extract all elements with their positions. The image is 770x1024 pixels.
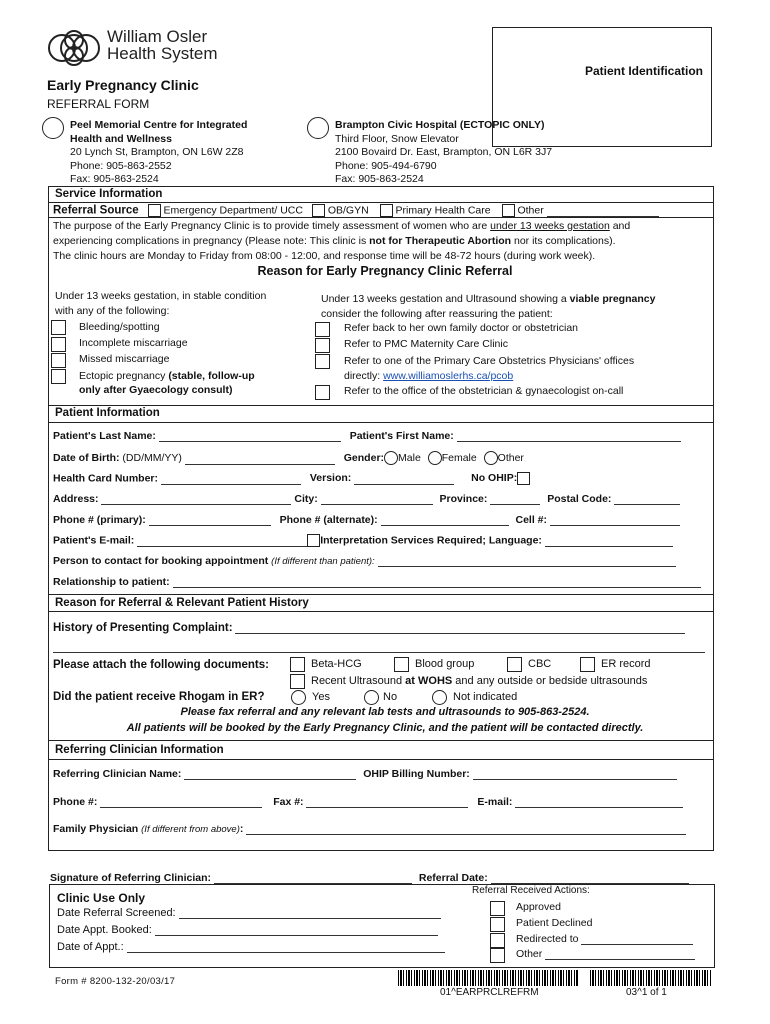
last-name-field[interactable] bbox=[159, 431, 341, 442]
clinician-heading: Referring Clinician Information bbox=[55, 744, 224, 756]
barcode-2-icon bbox=[590, 970, 712, 986]
peel-address: 20 Lynch St, Brampton, ON L6W 2Z8 bbox=[70, 146, 244, 158]
booked-field[interactable] bbox=[155, 925, 438, 936]
email-row bbox=[53, 534, 673, 547]
cbc-checkbox[interactable] bbox=[507, 657, 522, 672]
er-record-checkbox[interactable] bbox=[580, 657, 595, 672]
civic-name: Brampton Civic Hospital (ECTOPIC ONLY) bbox=[335, 119, 545, 131]
booked-note: All patients will be booked by the Early Pregnancy Clinic, and the patient will be contacted directly. bbox=[126, 722, 644, 734]
address-label: Address: bbox=[53, 493, 99, 505]
clinician-email-label: E-mail: bbox=[477, 796, 513, 808]
postal-field[interactable] bbox=[614, 494, 680, 505]
referral-source-row bbox=[53, 204, 659, 217]
family-physician-colon: : bbox=[239, 823, 244, 835]
contact-row bbox=[53, 555, 676, 567]
divider bbox=[48, 759, 713, 760]
declined-checkbox[interactable] bbox=[490, 917, 505, 932]
signature-row bbox=[50, 872, 689, 884]
referral-date-label: Referral Date: bbox=[418, 872, 488, 884]
obgyn-checkbox[interactable] bbox=[312, 204, 325, 217]
refer-pcob-checkbox[interactable] bbox=[315, 354, 330, 369]
ectopic-c: only after Gyaecology consult) bbox=[79, 384, 233, 396]
divider bbox=[48, 202, 713, 203]
gender-label: Gender: bbox=[343, 451, 385, 464]
clinician-phone-label: Phone #: bbox=[53, 796, 98, 808]
purpose-line2c: nor its complications). bbox=[511, 235, 616, 247]
gender-other-radio[interactable] bbox=[484, 451, 498, 465]
clinic-title: Early Pregnancy Clinic bbox=[47, 77, 199, 93]
patient-email-field[interactable] bbox=[137, 536, 307, 547]
appt-label: Date of Appt.: bbox=[57, 941, 124, 953]
appt-row bbox=[57, 941, 445, 953]
divider bbox=[48, 217, 713, 218]
clinician-name-label: Referring Clinician Name: bbox=[53, 768, 182, 780]
missed-checkbox[interactable] bbox=[51, 353, 66, 368]
civic-floor: Third Floor, Snow Elevator bbox=[335, 132, 459, 145]
beta-hcg-checkbox[interactable] bbox=[290, 657, 305, 672]
er-record-label: ER record bbox=[601, 658, 651, 670]
civic-phone: Phone: 905-494-6790 bbox=[335, 159, 437, 172]
logo-text bbox=[107, 28, 218, 62]
rhogam-na-radio[interactable] bbox=[432, 690, 447, 705]
refer-pmc-label: Refer to PMC Maternity Care Clinic bbox=[344, 338, 508, 350]
other-action-label: Other bbox=[516, 948, 543, 960]
male-label: Male bbox=[398, 451, 421, 464]
family-physician-row bbox=[53, 823, 686, 835]
purpose-line3: The clinic hours are Monday to Friday from 08:00 - 12:00, and response time will be 48-72 hours (during work week). bbox=[53, 250, 596, 262]
fax-note: Please fax referral and any relevant lab tests and ultrasounds to 905-863-2524. bbox=[180, 706, 590, 718]
relationship-field[interactable] bbox=[173, 577, 701, 588]
relationship-row bbox=[53, 576, 701, 588]
redirected-label: Redirected to bbox=[516, 933, 579, 945]
first-name-field[interactable] bbox=[457, 431, 681, 442]
ultrasound-checkbox[interactable] bbox=[290, 674, 305, 689]
rhogam-row bbox=[53, 691, 265, 703]
incomplete-checkbox[interactable] bbox=[51, 337, 66, 352]
service-info-heading: Service Information bbox=[55, 188, 163, 200]
beta-hcg-label: Beta-HCG bbox=[311, 658, 362, 670]
family-physician-label: Family Physician bbox=[53, 823, 139, 835]
divider bbox=[48, 740, 713, 741]
reason-right-intro bbox=[321, 292, 655, 322]
female-label: Female bbox=[441, 451, 477, 464]
other-checkbox[interactable] bbox=[502, 204, 515, 217]
phone-alt-label: Phone # (alternate): bbox=[279, 514, 378, 526]
no-ohip-label: No OHIP: bbox=[471, 472, 518, 485]
province-label: Province: bbox=[439, 493, 488, 505]
postal-label: Postal Code: bbox=[547, 493, 612, 505]
province-field[interactable] bbox=[490, 494, 540, 505]
clinician-fax-label: Fax #: bbox=[273, 796, 304, 808]
rhogam-yes-label: Yes bbox=[312, 691, 330, 703]
rhogam-no-radio[interactable] bbox=[364, 690, 379, 705]
ectopic-checkbox[interactable] bbox=[51, 369, 66, 384]
us-c: and any outside or bedside ultrasounds bbox=[452, 675, 648, 687]
rhogam-na-label: Not indicated bbox=[453, 691, 518, 703]
other-action-row bbox=[516, 948, 695, 960]
gender-female-radio[interactable] bbox=[428, 451, 442, 465]
hpc-row bbox=[53, 622, 685, 634]
page-number: 03^1 of 1 bbox=[626, 987, 667, 998]
ectopic-b: (stable, follow-up bbox=[168, 370, 255, 382]
redirected-checkbox[interactable] bbox=[490, 933, 505, 948]
phc-checkbox[interactable] bbox=[380, 204, 393, 217]
form-title: REFERRAL FORM bbox=[47, 97, 150, 111]
purpose-line1u: under 13 weeks gestation bbox=[490, 220, 610, 232]
hpc-field-line2[interactable] bbox=[53, 652, 705, 653]
other-action-checkbox[interactable] bbox=[490, 948, 505, 963]
patient-info-heading: Patient Information bbox=[55, 407, 160, 419]
dob-row bbox=[53, 451, 524, 465]
other-label: Other bbox=[517, 204, 544, 217]
site-civic-radio[interactable] bbox=[307, 117, 329, 139]
civic-address: 2100 Bovaird Dr. East, Brampton, ON L6R 3J7 bbox=[335, 146, 553, 158]
right-intro1a: Under 13 weeks gestation and Ultrasound showing a bbox=[321, 293, 570, 305]
ed-label: Emergency Department/ UCC bbox=[163, 204, 303, 217]
logo-line2: Health System bbox=[107, 44, 218, 63]
no-ohip-checkbox[interactable] bbox=[517, 472, 530, 485]
health-card-label: Health Card Number: bbox=[53, 472, 159, 485]
rhogam-yes-radio[interactable] bbox=[291, 690, 306, 705]
form-number: Form # 8200-132-20/03/17 bbox=[55, 976, 176, 987]
bleeding-checkbox[interactable] bbox=[51, 320, 66, 335]
dob-field[interactable] bbox=[185, 454, 335, 465]
left-intro2: with any of the following: bbox=[55, 305, 170, 317]
dob-format: (DD/MM/YY) bbox=[122, 451, 182, 464]
site-peel-info bbox=[70, 119, 247, 187]
bleeding-label: Bleeding/spotting bbox=[79, 321, 160, 333]
blood-group-label: Blood group bbox=[415, 658, 475, 670]
other-source-field[interactable] bbox=[547, 206, 659, 217]
peel-name1: Peel Memorial Centre for Integrated bbox=[70, 119, 248, 131]
signature-label: Signature of Referring Clinician: bbox=[50, 872, 212, 884]
barcode-1-icon bbox=[398, 970, 578, 986]
logo-line1: William Osler bbox=[107, 27, 208, 46]
city-field[interactable] bbox=[321, 494, 433, 505]
purpose-line1b: and bbox=[609, 220, 631, 232]
gender-male-radio[interactable] bbox=[384, 451, 398, 465]
address-row bbox=[53, 493, 680, 505]
approved-label: Approved bbox=[516, 901, 561, 913]
interpretation-label: Interpretation Services Required; Language: bbox=[320, 534, 542, 547]
cbc-label: CBC bbox=[528, 658, 552, 670]
william-osler-logo-icon bbox=[45, 27, 103, 69]
dob-label: Date of Birth: bbox=[53, 451, 120, 464]
peel-name2: Health and Wellness bbox=[70, 132, 172, 145]
screened-row bbox=[57, 907, 441, 919]
interpretation-checkbox[interactable] bbox=[307, 534, 320, 547]
phone-primary-field[interactable] bbox=[149, 515, 271, 526]
other-action-field[interactable] bbox=[545, 949, 695, 960]
declined-label: Patient Declined bbox=[516, 917, 593, 929]
referral-source-label: Referral Source bbox=[53, 204, 139, 217]
screened-field[interactable] bbox=[179, 908, 441, 919]
health-card-field[interactable] bbox=[161, 474, 301, 485]
purpose-line1a: The purpose of the Early Pregnancy Clinic is to provide timely assessment of women who are bbox=[53, 220, 491, 232]
divider bbox=[48, 405, 713, 406]
booked-label: Date Appt. Booked: bbox=[57, 924, 152, 936]
purpose-text bbox=[53, 219, 630, 264]
incomplete-label: Incomplete miscarriage bbox=[79, 337, 188, 349]
pcob-line1: Refer to one of the Primary Care Obstetrics Physicians' offices bbox=[344, 355, 635, 367]
phc-label: Primary Health Care bbox=[395, 204, 491, 217]
redirected-row bbox=[516, 933, 693, 945]
signature-field[interactable] bbox=[214, 873, 412, 884]
left-intro1: Under 13 weeks gestation, in stable condition bbox=[55, 290, 267, 302]
contact-note: (If different than patient): bbox=[271, 556, 375, 567]
missed-label: Missed miscarriage bbox=[79, 353, 170, 365]
last-name-label: Patient's Last Name: bbox=[53, 430, 156, 442]
rhogam-no-label: No bbox=[383, 691, 398, 703]
refer-family-checkbox[interactable] bbox=[315, 322, 330, 337]
address-field[interactable] bbox=[101, 494, 291, 505]
blood-group-checkbox[interactable] bbox=[394, 657, 409, 672]
refer-oncall-label: Refer to the office of the obstetrician & gynaecologist on-call bbox=[344, 385, 624, 397]
patient-id-label: Patient Identification bbox=[584, 64, 703, 78]
attach-row bbox=[53, 659, 269, 671]
us-b: at WOHS bbox=[405, 675, 453, 687]
cell-field[interactable] bbox=[550, 515, 680, 526]
attach-label: Please attach the following documents: bbox=[53, 659, 269, 671]
civic-fax: Fax: 905-863-2524 bbox=[335, 173, 424, 185]
appt-field[interactable] bbox=[127, 942, 445, 953]
clinician-email-field[interactable] bbox=[515, 797, 683, 808]
clinician-phone-field[interactable] bbox=[100, 797, 262, 808]
ectopic-a: Ectopic pregnancy bbox=[79, 370, 169, 382]
language-field[interactable] bbox=[545, 536, 673, 547]
clinician-name-field[interactable] bbox=[184, 769, 356, 780]
booked-row bbox=[57, 924, 438, 936]
purpose-line2b: not for Therapeutic Abortion bbox=[369, 235, 512, 247]
clinician-contact-row bbox=[53, 796, 683, 808]
peel-fax: Fax: 905-863-2524 bbox=[70, 173, 159, 185]
ohip-billing-field[interactable] bbox=[473, 769, 677, 780]
relationship-label: Relationship to patient: bbox=[53, 576, 170, 588]
right-intro1b: viable pregnancy bbox=[569, 293, 656, 305]
site-civic-info bbox=[335, 119, 552, 187]
phone-alt-field[interactable] bbox=[381, 515, 509, 526]
phone-row bbox=[53, 514, 680, 526]
version-field[interactable] bbox=[354, 474, 454, 485]
refer-oncall-checkbox[interactable] bbox=[315, 385, 330, 400]
reason-heading: Reason for Early Pregnancy Clinic Referral bbox=[257, 264, 513, 278]
divider bbox=[48, 594, 713, 595]
phone-primary-label: Phone # (primary): bbox=[53, 514, 146, 526]
patient-email-label: Patient's E-mail: bbox=[53, 534, 135, 547]
contact-field[interactable] bbox=[378, 556, 676, 567]
refer-pmc-checkbox[interactable] bbox=[315, 338, 330, 353]
peel-phone: Phone: 905-863-2552 bbox=[70, 159, 172, 172]
city-label: City: bbox=[294, 493, 318, 505]
clinician-fax-field[interactable] bbox=[306, 797, 468, 808]
rhogam-label: Did the patient receive Rhogam in ER? bbox=[53, 691, 265, 703]
divider bbox=[48, 422, 713, 423]
form-code: 01^EARPRCLREFRM bbox=[440, 987, 539, 998]
site-peel-radio[interactable] bbox=[42, 117, 64, 139]
contact-label: Person to contact for booking appointment bbox=[53, 555, 269, 567]
divider bbox=[48, 611, 713, 612]
family-physician-note: (If different from above) bbox=[141, 824, 240, 835]
health-card-row bbox=[53, 472, 530, 485]
actions-label: Referral Received Actions: bbox=[472, 885, 590, 896]
patient-name-row bbox=[53, 430, 681, 442]
hpc-label: History of Presenting Complaint: bbox=[53, 622, 233, 634]
other-gender-label: Other bbox=[497, 451, 524, 464]
history-heading: Reason for Referral & Relevant Patient History bbox=[55, 597, 309, 609]
pcob-line2: directly: bbox=[344, 370, 384, 382]
cell-label: Cell #: bbox=[515, 514, 548, 526]
version-label: Version: bbox=[309, 472, 352, 485]
us-a: Recent Ultrasound bbox=[311, 675, 406, 687]
ed-checkbox[interactable] bbox=[148, 204, 161, 217]
ultrasound-label bbox=[311, 675, 647, 687]
pcob-link[interactable]: www.williamoslerhs.ca/pcob bbox=[383, 370, 514, 382]
hpc-field[interactable] bbox=[235, 623, 685, 634]
ectopic-label bbox=[79, 369, 255, 397]
referral-date-field[interactable] bbox=[491, 873, 689, 884]
screened-label: Date Referral Screened: bbox=[57, 907, 176, 919]
purpose-line2a: experiencing complications in pregnancy (Please note: This clinic is bbox=[53, 235, 370, 247]
family-physician-field[interactable] bbox=[246, 824, 686, 835]
right-intro2: consider the following after reassuring the patient: bbox=[321, 308, 553, 320]
refer-family-label: Refer back to her own family doctor or obstetrician bbox=[344, 322, 579, 334]
obgyn-label: OB/GYN bbox=[327, 204, 369, 217]
reason-left-intro bbox=[55, 289, 266, 319]
redirected-field[interactable] bbox=[581, 934, 693, 945]
clinician-name-row bbox=[53, 768, 677, 780]
first-name-label: Patient's First Name: bbox=[349, 430, 454, 442]
approved-checkbox[interactable] bbox=[490, 901, 505, 916]
clinic-use-title: Clinic Use Only bbox=[57, 891, 146, 905]
ohip-billing-label: OHIP Billing Number: bbox=[363, 768, 470, 780]
refer-pcob-label bbox=[344, 354, 634, 384]
